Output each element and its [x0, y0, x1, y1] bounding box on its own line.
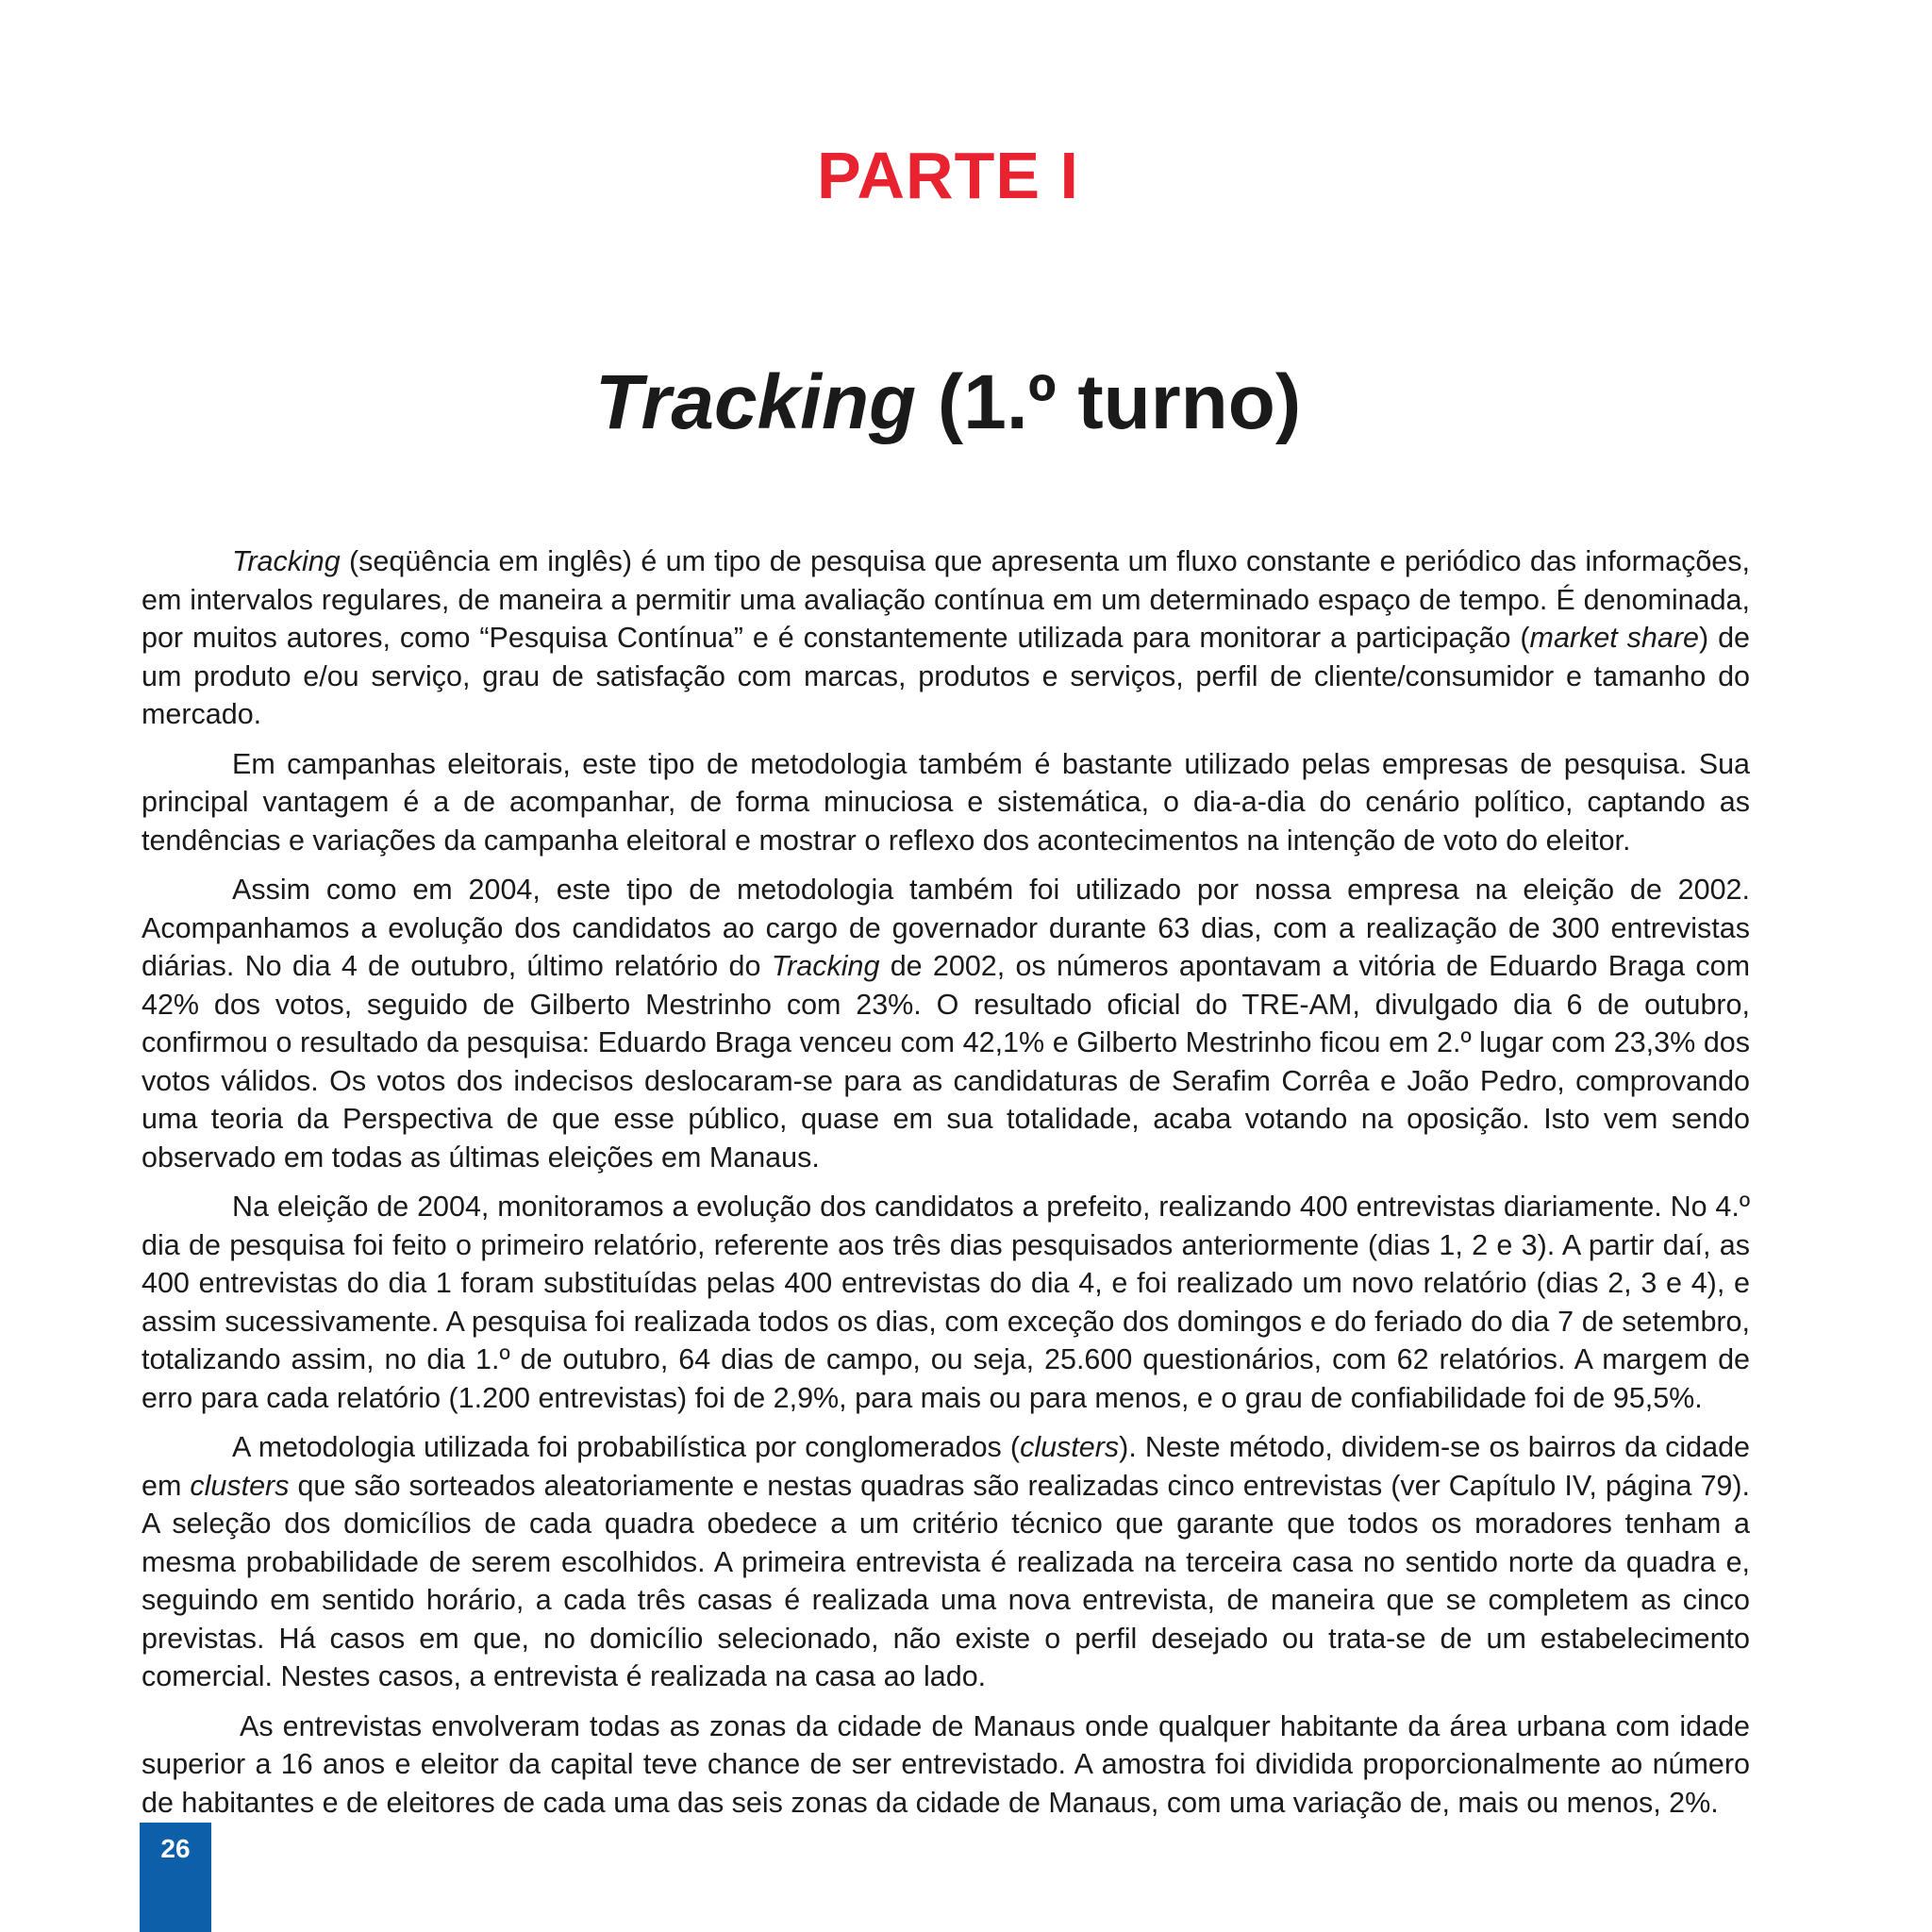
body-text	[142, 542, 1750, 1833]
paragraph-5-text-b: ). Neste método, dividem-se os bairros da cidade em	[142, 1431, 1750, 1502]
chapter-title-rest: (1.º turno)	[916, 359, 1302, 445]
paragraph-5-text-c: que são sorteados aleatoriamente e nestas quadras são realizadas cinco entrevistas (ver Capítulo IV, página 79). A seleção dos domicílios de cada quadra obedece a um critério técnico que garante que todos os moradores tenham a mesma probabilidade de serem escolhidos. A primeira entrevista é realizada na terceira casa no sentido norte da quadra e, seguindo em sentido horário, a cada três casas é realizada uma nova entrevista, de maneira que se completem as cinco previstas. Há casos em que, no domicílio selecionado, não existe o perfil desejado ou trata-se de um estabelecimento comercial. Nestes casos, a entrevista é realizada na casa ao lado.	[142, 1469, 1750, 1692]
chapter-title-italic: Tracking	[594, 359, 917, 445]
paragraph-4: Na eleição de 2004, monitoramos a evolução dos candidatos a prefeito, realizando 400 entrevistas diariamente. No 4.º dia de pesquisa foi feito o primeiro relatório, referente aos três dias pesquisados anteriormente (dias 1, 2 e 3). A partir daí, as 400 entrevistas do dia 1 foram substituídas pelas 400 entrevistas do dia 4, e foi realizado um novo relatório (dias 2, 3 e 4), e assim sucessivamente. A pesquisa foi realizada todos os dias, com exceção dos domingos e do feriado do dia 7 de setembro, totalizando assim, no dia 1.º de outubro, 64 dias de campo, ou seja, 25.600 questionários, com 62 relatórios. A margem de erro para cada relatório (1.200 entrevistas) foi de 2,9%, para mais ou para menos, e o grau de confiabilidade foi de 95,5%.	[142, 1191, 1750, 1414]
paragraph-5	[142, 1428, 1750, 1696]
paragraph-5-term-clusters-1: clusters	[1020, 1431, 1120, 1463]
chapter-title	[0, 358, 1896, 447]
page-number-box	[140, 1823, 211, 1932]
paragraph-5-text-a: A metodologia utilizada foi probabilística por conglomerados (	[232, 1431, 1021, 1463]
paragraph-2: Em campanhas eleitorais, este tipo de metodologia também é bastante utilizado pelas empresas de pesquisa. Sua principal vantagem é a de acompanhar, de forma minuciosa e sistemática, o dia-a-dia do cenário político, captando as tendências e variações da campanha eleitoral e mostrar o reflexo dos acontecimentos na intenção de voto do eleitor.	[142, 747, 1750, 857]
paragraph-1-term: Tracking	[232, 545, 341, 577]
paragraph-1-text-a: (seqüência em inglês) é um tipo de pesquisa que apresenta um fluxo constante e periódico das informações, em intervalos regulares, de maneira a permitir uma avaliação contínua em um determinado espaço de tempo. É denominada, por muitos autores, como “Pesquisa Contínua” e é constantemente utilizada para monitorar a participação (	[142, 545, 1750, 654]
paragraph-3-text-a: Assim como em 2004, este tipo de metodologia também foi utilizado por nossa empresa na eleição de 2002. Acompanhamos a evolução dos candidatos ao cargo de governador durante 63 dias, com a realização de 300 entrevistas diárias. No dia 4 de outubro, último relatório do	[142, 874, 1750, 982]
part-heading: PARTE I	[817, 139, 1079, 212]
paragraph-3-term: Tracking	[771, 950, 880, 982]
page-number: 26	[160, 1834, 191, 1863]
paragraph-5-term-clusters-2: clusters	[190, 1469, 290, 1502]
paragraph-1	[142, 542, 1750, 734]
paragraph-6: As entrevistas envolveram todas as zonas da cidade de Manaus onde qualquer habitante da área urbana com idade superior a 16 anos e eleitor da capital teve chance de ser entrevistado. A amostra foi dividida proporcionalmente ao número de habitantes e de eleitores de cada uma das seis zonas da cidade de Manaus, com uma variação de, mais ou menos, 2%.	[142, 1709, 1750, 1819]
paragraph-3-text-b: de 2002, os números apontavam a vitória de Eduardo Braga com 42% dos votos, seguido de Gilberto Mestrinho com 23%. O resultado oficial do TRE-AM, divulgado dia 6 de outubro, confirmou o resultado da pesquisa: Eduardo Braga venceu com 42,1% e Gilberto Mestrinho ficou em 2.º lugar com 23,3% dos votos válidos. Os votos dos indecisos deslocaram-se para as candidaturas de Serafim Corrêa e João Pedro, comprovando uma teoria da Perspectiva de que esse público, quase em sua totalidade, acaba votando na oposição. Isto vem sendo observado em todas as últimas eleições em Manaus.	[142, 950, 1751, 1174]
paragraph-1-text-b: ) de um produto e/ou serviço, grau de satisfação com marcas, produtos e serviços, perfil de cliente/consumidor e tamanho do mercado.	[142, 622, 1750, 730]
paragraph-1-term-market-share: market share	[1529, 622, 1699, 654]
paragraph-3	[142, 871, 1750, 1176]
